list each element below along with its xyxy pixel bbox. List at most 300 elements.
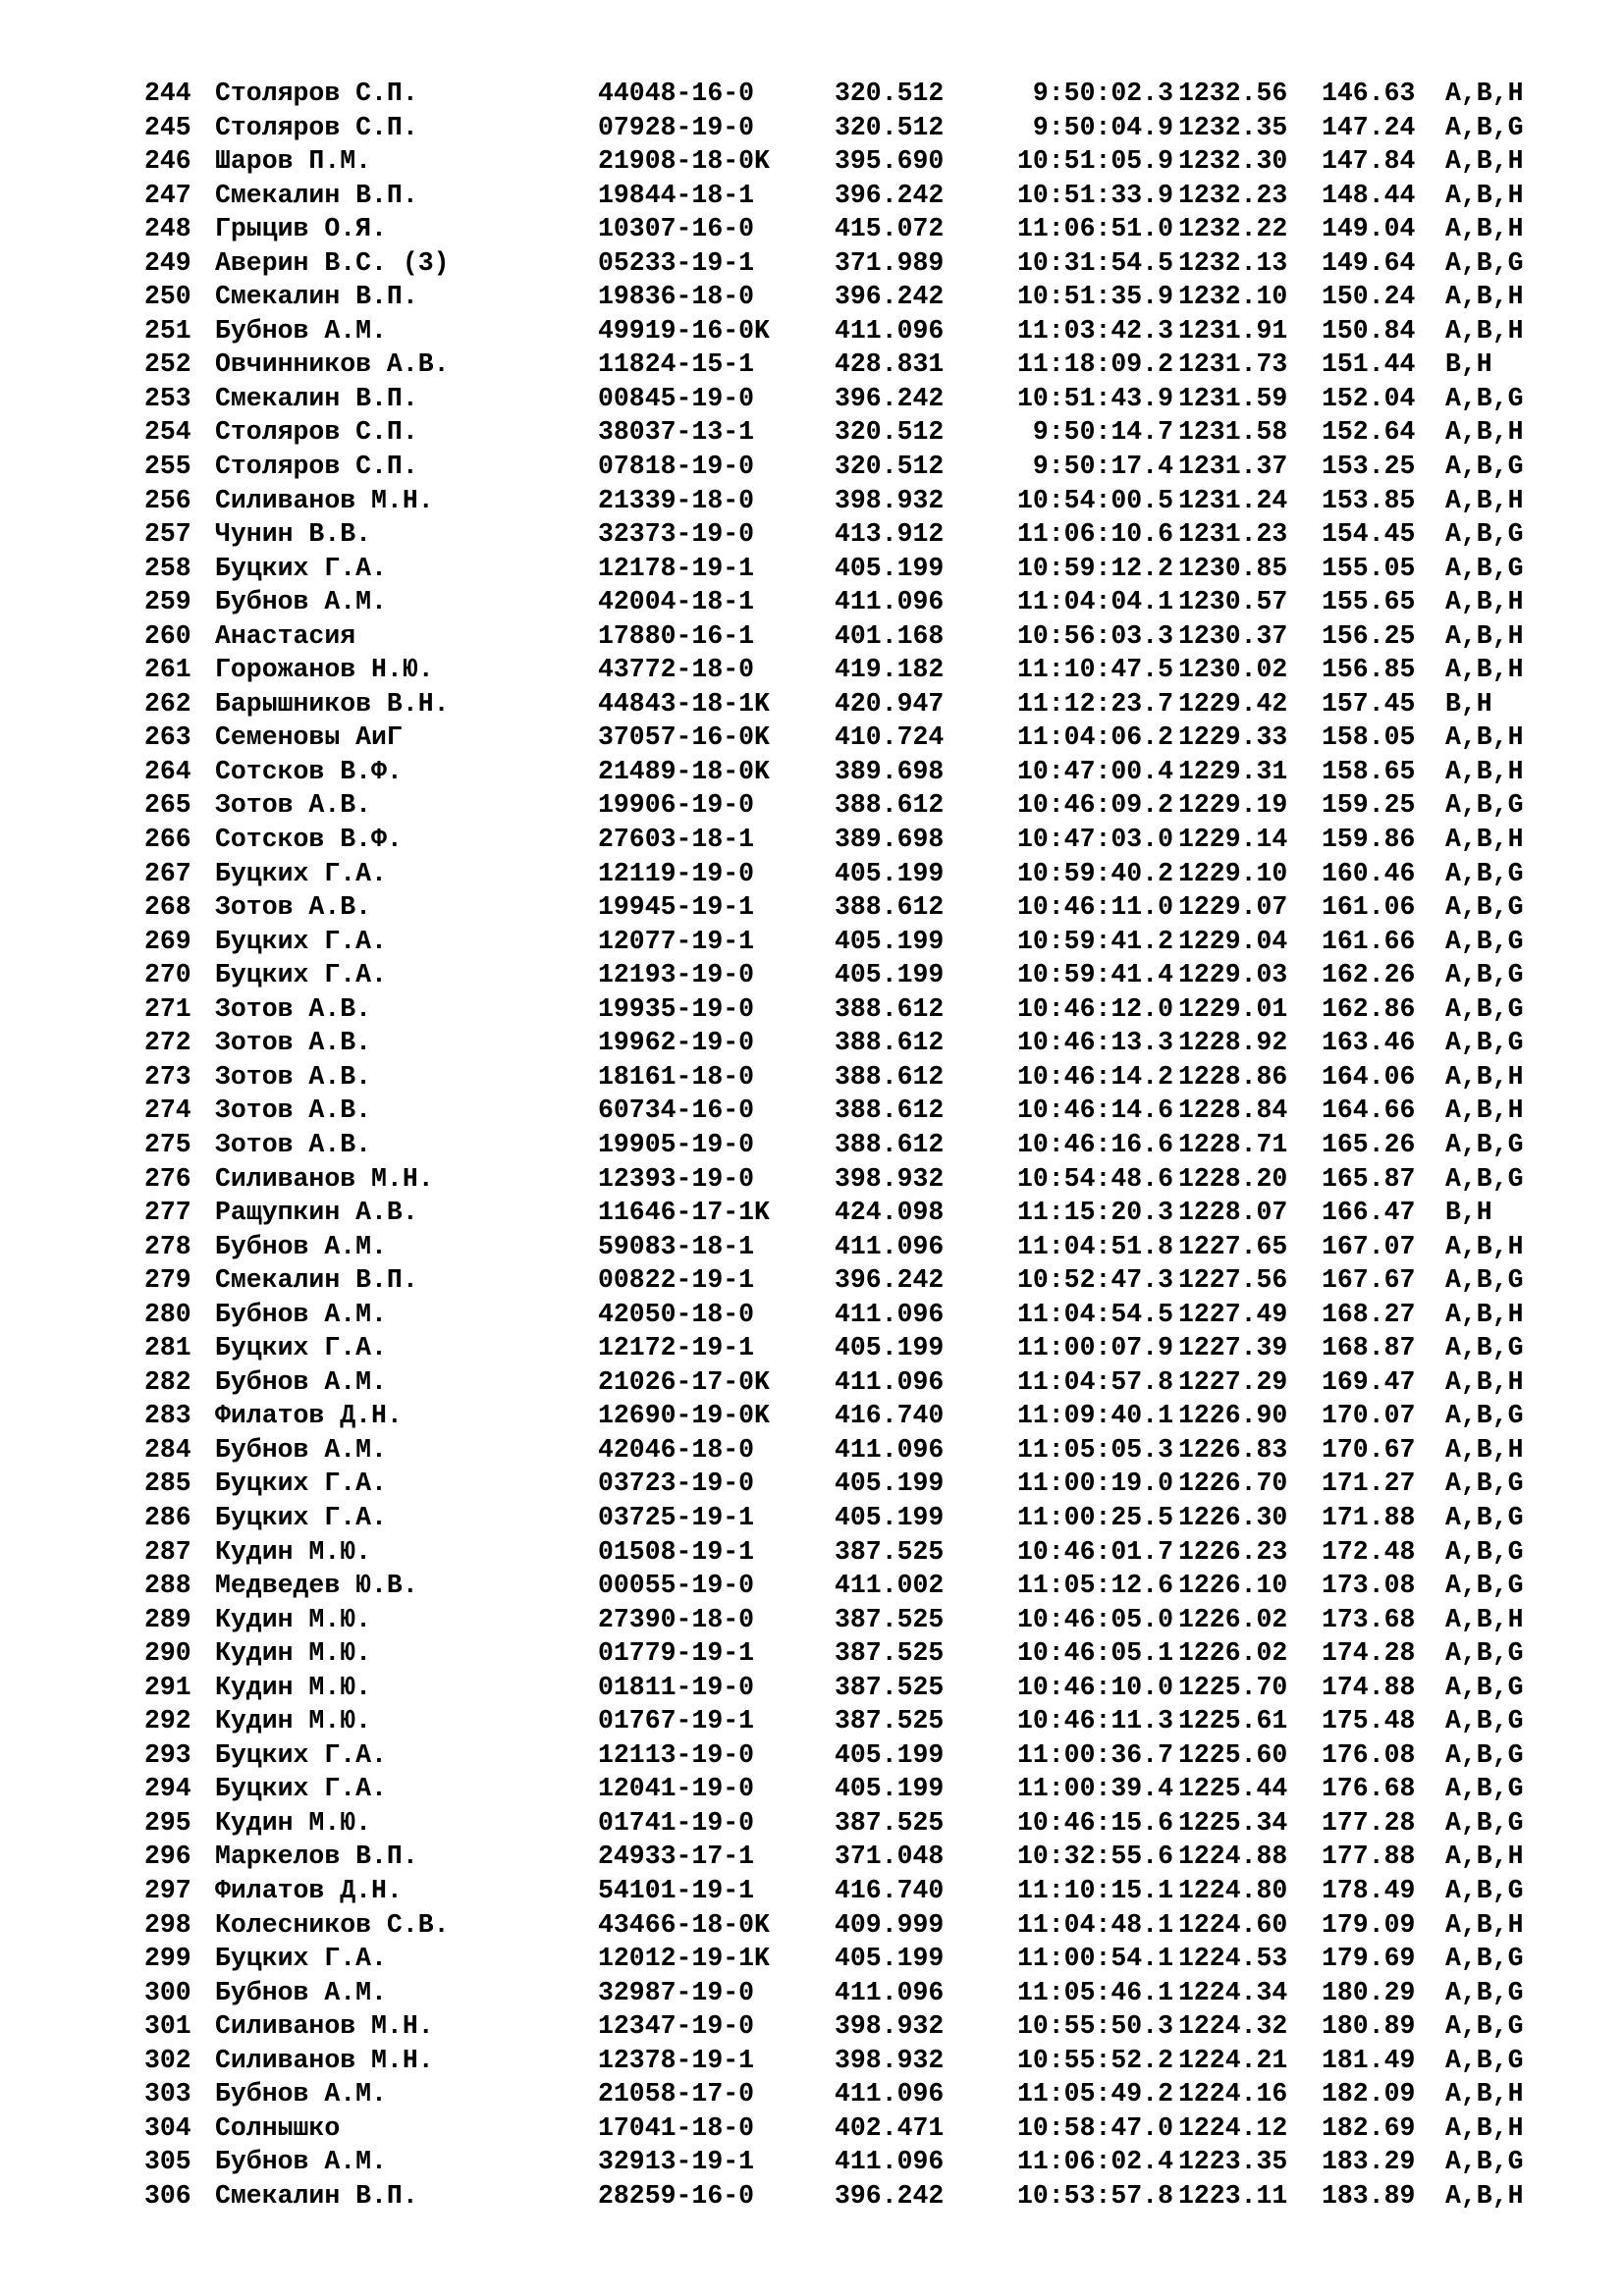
groups-cell: A,B,H <box>1445 1366 1524 1397</box>
speed-cell: 1224.88 <box>1178 1842 1288 1872</box>
distance-cell: 405.199 <box>835 858 945 888</box>
place-cell: 245 <box>144 112 191 142</box>
groups-cell: A,B,G <box>1445 519 1524 550</box>
coefficient-cell: 171.27 <box>1322 1468 1416 1499</box>
distance-cell: 389.698 <box>835 756 945 786</box>
results-table <box>144 77 1558 2213</box>
place-cell: 290 <box>144 1638 191 1669</box>
table-row <box>144 1094 1558 1128</box>
place-cell: 269 <box>144 926 191 956</box>
arrival-time-cell: 11:04:04.1 <box>1016 587 1173 617</box>
ring-number-cell: 21489-18-0K <box>598 756 770 786</box>
speed-cell: 1229.03 <box>1178 960 1288 990</box>
fancier-name-cell: Барышников В.Н. <box>215 688 450 719</box>
table-row <box>144 1433 1558 1468</box>
speed-cell: 1230.57 <box>1178 587 1288 617</box>
groups-cell: A,B,H <box>1445 1604 1524 1634</box>
table-row <box>144 1467 1558 1501</box>
speed-cell: 1232.35 <box>1178 112 1288 142</box>
groups-cell: A,B,G <box>1445 1468 1524 1499</box>
place-cell: 274 <box>144 1095 191 1126</box>
arrival-time-cell: 11:00:07.9 <box>1016 1333 1173 1363</box>
fancier-name-cell: Зотов А.В. <box>215 790 372 821</box>
speed-cell: 1231.58 <box>1178 417 1288 448</box>
arrival-time-cell: 11:06:10.6 <box>1016 519 1173 550</box>
fancier-name-cell: Медведев Ю.В. <box>215 1571 418 1601</box>
distance-cell: 424.098 <box>835 1198 945 1228</box>
table-row <box>144 1331 1558 1365</box>
coefficient-cell: 155.65 <box>1322 587 1416 617</box>
arrival-time-cell: 11:00:19.0 <box>1016 1468 1173 1499</box>
ring-number-cell: 00845-19-0 <box>598 383 755 413</box>
distance-cell: 411.002 <box>835 1571 945 1601</box>
fancier-name-cell: Буцких Г.А. <box>215 1502 387 1532</box>
ring-number-cell: 03725-19-1 <box>598 1502 755 1532</box>
arrival-time-cell: 10:31:54.5 <box>1016 247 1173 278</box>
distance-cell: 416.740 <box>835 1875 945 1905</box>
groups-cell: A,B,G <box>1445 1977 1524 2007</box>
place-cell: 262 <box>144 688 191 719</box>
place-cell: 295 <box>144 1807 191 1838</box>
ring-number-cell: 17041-18-0 <box>598 2112 755 2143</box>
speed-cell: 1228.20 <box>1178 1163 1288 1194</box>
place-cell: 288 <box>144 1571 191 1601</box>
ring-number-cell: 43772-18-0 <box>598 655 755 685</box>
coefficient-cell: 158.65 <box>1322 756 1416 786</box>
coefficient-cell: 155.05 <box>1322 553 1416 583</box>
arrival-time-cell: 11:12:23.7 <box>1016 688 1173 719</box>
groups-cell: A,B,H <box>1445 180 1524 210</box>
fancier-name-cell: Овчинников А.В. <box>215 349 450 380</box>
place-cell: 251 <box>144 315 191 346</box>
table-row <box>144 1976 1558 2010</box>
distance-cell: 428.831 <box>835 349 945 380</box>
distance-cell: 396.242 <box>835 2180 945 2211</box>
groups-cell: A,B,H <box>1445 282 1524 312</box>
fancier-name-cell: Аверин В.С. (3) <box>215 247 450 278</box>
groups-cell: A,B,G <box>1445 383 1524 413</box>
groups-cell: A,B,G <box>1445 1739 1524 1770</box>
arrival-time-cell: 11:00:36.7 <box>1016 1739 1173 1770</box>
speed-cell: 1226.02 <box>1178 1604 1288 1634</box>
ring-number-cell: 19935-19-0 <box>598 993 755 1024</box>
place-cell: 279 <box>144 1265 191 1296</box>
speed-cell: 1229.10 <box>1178 858 1288 888</box>
speed-cell: 1227.56 <box>1178 1265 1288 1296</box>
distance-cell: 387.525 <box>835 1807 945 1838</box>
speed-cell: 1225.70 <box>1178 1672 1288 1702</box>
speed-cell: 1226.30 <box>1178 1502 1288 1532</box>
place-cell: 280 <box>144 1299 191 1329</box>
coefficient-cell: 169.47 <box>1322 1366 1416 1397</box>
table-row <box>144 144 1558 179</box>
groups-cell: A,B,G <box>1445 858 1524 888</box>
place-cell: 300 <box>144 1977 191 2007</box>
groups-cell: A,B,G <box>1445 790 1524 821</box>
coefficient-cell: 181.49 <box>1322 2045 1416 2075</box>
distance-cell: 388.612 <box>835 1028 945 1058</box>
speed-cell: 1231.91 <box>1178 315 1288 346</box>
distance-cell: 320.512 <box>835 417 945 448</box>
place-cell: 272 <box>144 1028 191 1058</box>
speed-cell: 1226.10 <box>1178 1571 1288 1601</box>
fancier-name-cell: Кудин М.Ю. <box>215 1536 372 1567</box>
arrival-time-cell: 11:04:06.2 <box>1016 722 1173 753</box>
ring-number-cell: 05233-19-1 <box>598 247 755 278</box>
ring-number-cell: 00822-19-1 <box>598 1265 755 1296</box>
arrival-time-cell: 11:00:25.5 <box>1016 1502 1173 1532</box>
fancier-name-cell: Маркелов В.П. <box>215 1842 418 1872</box>
distance-cell: 371.048 <box>835 1842 945 1872</box>
coefficient-cell: 166.47 <box>1322 1198 1416 1228</box>
speed-cell: 1226.02 <box>1178 1638 1288 1669</box>
table-row <box>144 1196 1558 1230</box>
place-cell: 285 <box>144 1468 191 1499</box>
arrival-time-cell: 10:54:00.5 <box>1016 485 1173 515</box>
arrival-time-cell: 10:46:15.6 <box>1016 1807 1173 1838</box>
table-row <box>144 179 1558 213</box>
place-cell: 276 <box>144 1163 191 1194</box>
ring-number-cell: 19905-19-0 <box>598 1129 755 1159</box>
coefficient-cell: 180.89 <box>1322 2011 1416 2042</box>
arrival-time-cell: 10:52:47.3 <box>1016 1265 1173 1296</box>
coefficient-cell: 152.04 <box>1322 383 1416 413</box>
arrival-time-cell: 10:51:35.9 <box>1016 282 1173 312</box>
place-cell: 258 <box>144 553 191 583</box>
table-row <box>144 1535 1558 1570</box>
coefficient-cell: 151.44 <box>1322 349 1416 380</box>
distance-cell: 396.242 <box>835 383 945 413</box>
fancier-name-cell: Силиванов М.Н. <box>215 1163 434 1194</box>
table-row <box>144 1942 1558 1976</box>
speed-cell: 1224.32 <box>1178 2011 1288 2042</box>
distance-cell: 398.932 <box>835 485 945 515</box>
arrival-time-cell: 10:46:05.0 <box>1016 1604 1173 1634</box>
table-row <box>144 1263 1558 1298</box>
ring-number-cell: 12378-19-1 <box>598 2045 755 2075</box>
speed-cell: 1229.19 <box>1178 790 1288 821</box>
groups-cell: A,B,G <box>1445 1638 1524 1669</box>
coefficient-cell: 156.25 <box>1322 620 1416 651</box>
speed-cell: 1228.92 <box>1178 1028 1288 1058</box>
distance-cell: 320.512 <box>835 79 945 108</box>
coefficient-cell: 165.26 <box>1322 1129 1416 1159</box>
fancier-name-cell: Кудин М.Ю. <box>215 1706 372 1736</box>
ring-number-cell: 54101-19-1 <box>598 1875 755 1905</box>
arrival-time-cell: 10:59:40.2 <box>1016 858 1173 888</box>
table-row <box>144 2145 1558 2179</box>
distance-cell: 398.932 <box>835 2011 945 2042</box>
distance-cell: 405.199 <box>835 926 945 956</box>
table-row <box>144 1704 1558 1738</box>
arrival-time-cell: 11:05:05.3 <box>1016 1434 1173 1465</box>
ring-number-cell: 01741-19-0 <box>598 1807 755 1838</box>
speed-cell: 1229.07 <box>1178 892 1288 923</box>
distance-cell: 405.199 <box>835 960 945 990</box>
place-cell: 247 <box>144 180 191 210</box>
speed-cell: 1229.04 <box>1178 926 1288 956</box>
coefficient-cell: 156.85 <box>1322 655 1416 685</box>
distance-cell: 411.096 <box>835 1231 945 1261</box>
speed-cell: 1231.37 <box>1178 452 1288 482</box>
coefficient-cell: 170.07 <box>1322 1401 1416 1431</box>
groups-cell: A,B,G <box>1445 1536 1524 1567</box>
ring-number-cell: 32373-19-0 <box>598 519 755 550</box>
place-cell: 297 <box>144 1875 191 1905</box>
coefficient-cell: 175.48 <box>1322 1706 1416 1736</box>
ring-number-cell: 37057-16-0K <box>598 722 770 753</box>
place-cell: 254 <box>144 417 191 448</box>
groups-cell: A,B,H <box>1445 825 1524 855</box>
ring-number-cell: 12178-19-1 <box>598 553 755 583</box>
speed-cell: 1230.02 <box>1178 655 1288 685</box>
place-cell: 256 <box>144 485 191 515</box>
groups-cell: A,B,G <box>1445 2011 1524 2042</box>
fancier-name-cell: Кудин М.Ю. <box>215 1807 372 1838</box>
fancier-name-cell: Столяров С.П. <box>215 79 418 108</box>
table-row <box>144 77 1558 111</box>
speed-cell: 1228.71 <box>1178 1129 1288 1159</box>
coefficient-cell: 173.68 <box>1322 1604 1416 1634</box>
place-cell: 281 <box>144 1333 191 1363</box>
distance-cell: 320.512 <box>835 452 945 482</box>
coefficient-cell: 167.07 <box>1322 1231 1416 1261</box>
table-row <box>144 1874 1558 1908</box>
groups-cell: A,B,G <box>1445 2147 1524 2177</box>
coefficient-cell: 162.86 <box>1322 993 1416 1024</box>
groups-cell: A,B,G <box>1445 892 1524 923</box>
groups-cell: A,B,G <box>1445 1129 1524 1159</box>
groups-cell: A,B,H <box>1445 722 1524 753</box>
ring-number-cell: 12347-19-0 <box>598 2011 755 2042</box>
coefficient-cell: 167.67 <box>1322 1265 1416 1296</box>
ring-number-cell: 32987-19-0 <box>598 1977 755 2007</box>
arrival-time-cell: 11:18:09.2 <box>1016 349 1173 380</box>
speed-cell: 1225.44 <box>1178 1774 1288 1804</box>
table-row <box>144 1908 1558 1943</box>
fancier-name-cell: Бубнов А.М. <box>215 1977 387 2007</box>
arrival-time-cell: 10:46:13.3 <box>1016 1028 1173 1058</box>
ring-number-cell: 12012-19-1K <box>598 1944 770 1974</box>
ring-number-cell: 01811-19-0 <box>598 1672 755 1702</box>
fancier-name-cell: Буцких Г.А. <box>215 553 387 583</box>
distance-cell: 387.525 <box>835 1604 945 1634</box>
groups-cell: A,B,G <box>1445 452 1524 482</box>
arrival-time-cell: 11:05:49.2 <box>1016 2079 1173 2109</box>
distance-cell: 405.199 <box>835 1774 945 1804</box>
place-cell: 275 <box>144 1129 191 1159</box>
arrival-time-cell: 11:06:51.0 <box>1016 214 1173 244</box>
fancier-name-cell: Бубнов А.М. <box>215 587 387 617</box>
speed-cell: 1232.13 <box>1178 247 1288 278</box>
distance-cell: 388.612 <box>835 993 945 1024</box>
fancier-name-cell: Зотов А.В. <box>215 892 372 923</box>
ring-number-cell: 21058-17-0 <box>598 2079 755 2109</box>
ring-number-cell: 01779-19-1 <box>598 1638 755 1669</box>
speed-cell: 1226.83 <box>1178 1434 1288 1465</box>
table-row <box>144 958 1558 992</box>
arrival-time-cell: 10:51:05.9 <box>1016 146 1173 177</box>
arrival-time-cell: 11:04:48.1 <box>1016 1909 1173 1940</box>
place-cell: 282 <box>144 1366 191 1397</box>
table-row <box>144 721 1558 755</box>
place-cell: 291 <box>144 1672 191 1702</box>
ring-number-cell: 42046-18-0 <box>598 1434 755 1465</box>
coefficient-cell: 172.48 <box>1322 1536 1416 1567</box>
groups-cell: A,B,H <box>1445 1909 1524 1940</box>
groups-cell: A,B,H <box>1445 417 1524 448</box>
place-cell: 278 <box>144 1231 191 1261</box>
fancier-name-cell: Силиванов М.Н. <box>215 485 434 515</box>
arrival-time-cell: 10:46:10.0 <box>1016 1672 1173 1702</box>
table-row <box>144 2111 1558 2146</box>
distance-cell: 411.096 <box>835 1434 945 1465</box>
table-row <box>144 2179 1558 2214</box>
coefficient-cell: 165.87 <box>1322 1163 1416 1194</box>
fancier-name-cell: Буцких Г.А. <box>215 1739 387 1770</box>
table-row <box>144 925 1558 959</box>
fancier-name-cell: Чунин В.В. <box>215 519 372 550</box>
fancier-name-cell: Филатов Д.Н. <box>215 1401 403 1431</box>
table-row <box>144 1840 1558 1874</box>
coefficient-cell: 183.89 <box>1322 2180 1416 2211</box>
table-row <box>144 1298 1558 1332</box>
arrival-time-cell: 10:46:09.2 <box>1016 790 1173 821</box>
coefficient-cell: 174.28 <box>1322 1638 1416 1669</box>
coefficient-cell: 154.45 <box>1322 519 1416 550</box>
place-cell: 306 <box>144 2180 191 2211</box>
place-cell: 263 <box>144 722 191 753</box>
distance-cell: 387.525 <box>835 1672 945 1702</box>
ring-number-cell: 49919-16-0K <box>598 315 770 346</box>
table-row <box>144 450 1558 484</box>
arrival-time-cell: 10:53:57.8 <box>1016 2180 1173 2211</box>
table-row <box>144 687 1558 721</box>
distance-cell: 411.096 <box>835 1299 945 1329</box>
table-row <box>144 755 1558 789</box>
speed-cell: 1229.14 <box>1178 825 1288 855</box>
speed-cell: 1230.85 <box>1178 553 1288 583</box>
fancier-name-cell: Ращупкин А.В. <box>215 1198 418 1228</box>
fancier-name-cell: Зотов А.В. <box>215 1061 372 1092</box>
table-row <box>144 552 1558 586</box>
coefficient-cell: 176.08 <box>1322 1739 1416 1770</box>
ring-number-cell: 10307-16-0 <box>598 214 755 244</box>
place-cell: 283 <box>144 1401 191 1431</box>
ring-number-cell: 32913-19-1 <box>598 2147 755 2177</box>
groups-cell: A,B,H <box>1445 1061 1524 1092</box>
ring-number-cell: 42004-18-1 <box>598 587 755 617</box>
ring-number-cell: 21339-18-0 <box>598 485 755 515</box>
distance-cell: 410.724 <box>835 722 945 753</box>
place-cell: 287 <box>144 1536 191 1567</box>
fancier-name-cell: Сотсков В.Ф. <box>215 825 403 855</box>
arrival-time-cell: 10:46:01.7 <box>1016 1536 1173 1567</box>
speed-cell: 1229.01 <box>1178 993 1288 1024</box>
groups-cell: A,B,H <box>1445 1095 1524 1126</box>
ring-number-cell: 19836-18-0 <box>598 282 755 312</box>
groups-cell: A,B,G <box>1445 1333 1524 1363</box>
place-cell: 301 <box>144 2011 191 2042</box>
arrival-time-cell: 10:46:11.3 <box>1016 1706 1173 1736</box>
place-cell: 296 <box>144 1842 191 1872</box>
ring-number-cell: 19906-19-0 <box>598 790 755 821</box>
table-row <box>144 2009 1558 2044</box>
arrival-time-cell: 11:04:57.8 <box>1016 1366 1173 1397</box>
distance-cell: 396.242 <box>835 1265 945 1296</box>
ring-number-cell: 01508-19-1 <box>598 1536 755 1567</box>
distance-cell: 387.525 <box>835 1536 945 1567</box>
ring-number-cell: 21908-18-0K <box>598 146 770 177</box>
coefficient-cell: 150.24 <box>1322 282 1416 312</box>
table-row <box>144 212 1558 246</box>
fancier-name-cell: Смекалин В.П. <box>215 1265 418 1296</box>
distance-cell: 389.698 <box>835 825 945 855</box>
groups-cell: A,B,G <box>1445 1502 1524 1532</box>
speed-cell: 1232.56 <box>1178 79 1288 108</box>
arrival-time-cell: 11:00:39.4 <box>1016 1774 1173 1804</box>
table-row <box>144 788 1558 823</box>
place-cell: 305 <box>144 2147 191 2177</box>
fancier-name-cell: Столяров С.П. <box>215 417 418 448</box>
speed-cell: 1229.42 <box>1178 688 1288 719</box>
distance-cell: 411.096 <box>835 1366 945 1397</box>
distance-cell: 411.096 <box>835 315 945 346</box>
groups-cell: A,B,G <box>1445 2045 1524 2075</box>
coefficient-cell: 163.46 <box>1322 1028 1416 1058</box>
fancier-name-cell: Кудин М.Ю. <box>215 1672 372 1702</box>
fancier-name-cell: Горожанов Н.Ю. <box>215 655 434 685</box>
table-row <box>144 1365 1558 1400</box>
coefficient-cell: 176.68 <box>1322 1774 1416 1804</box>
groups-cell: A,B,G <box>1445 1944 1524 1974</box>
groups-cell: A,B,G <box>1445 926 1524 956</box>
place-cell: 286 <box>144 1502 191 1532</box>
coefficient-cell: 149.04 <box>1322 214 1416 244</box>
fancier-name-cell: Бубнов А.М. <box>215 1434 387 1465</box>
place-cell: 257 <box>144 519 191 550</box>
speed-cell: 1231.23 <box>1178 519 1288 550</box>
arrival-time-cell: 11:09:40.1 <box>1016 1401 1173 1431</box>
fancier-name-cell: Бубнов А.М. <box>215 1299 387 1329</box>
fancier-name-cell: Анастасия <box>215 620 356 651</box>
table-row <box>144 1399 1558 1433</box>
ring-number-cell: 38037-13-1 <box>598 417 755 448</box>
place-cell: 255 <box>144 452 191 482</box>
groups-cell: A,B,H <box>1445 756 1524 786</box>
arrival-time-cell: 10:46:14.2 <box>1016 1061 1173 1092</box>
groups-cell: A,B,H <box>1445 146 1524 177</box>
ring-number-cell: 07928-19-0 <box>598 112 755 142</box>
speed-cell: 1223.35 <box>1178 2147 1288 2177</box>
groups-cell: A,B,G <box>1445 1028 1524 1058</box>
fancier-name-cell: Семеновы АиГ <box>215 722 403 753</box>
speed-cell: 1232.10 <box>1178 282 1288 312</box>
ring-number-cell: 27390-18-0 <box>598 1604 755 1634</box>
table-row <box>144 1636 1558 1671</box>
distance-cell: 398.932 <box>835 1163 945 1194</box>
arrival-time-cell: 11:05:46.1 <box>1016 1977 1173 2007</box>
fancier-name-cell: Буцких Г.А. <box>215 858 387 888</box>
ring-number-cell: 12690-19-0K <box>598 1401 770 1431</box>
arrival-time-cell: 10:47:00.4 <box>1016 756 1173 786</box>
place-cell: 302 <box>144 2045 191 2075</box>
ring-number-cell: 19844-18-1 <box>598 180 755 210</box>
ring-number-cell: 19945-19-1 <box>598 892 755 923</box>
distance-cell: 388.612 <box>835 1129 945 1159</box>
arrival-time-cell: 10:46:12.0 <box>1016 993 1173 1024</box>
ring-number-cell: 03723-19-0 <box>598 1468 755 1499</box>
